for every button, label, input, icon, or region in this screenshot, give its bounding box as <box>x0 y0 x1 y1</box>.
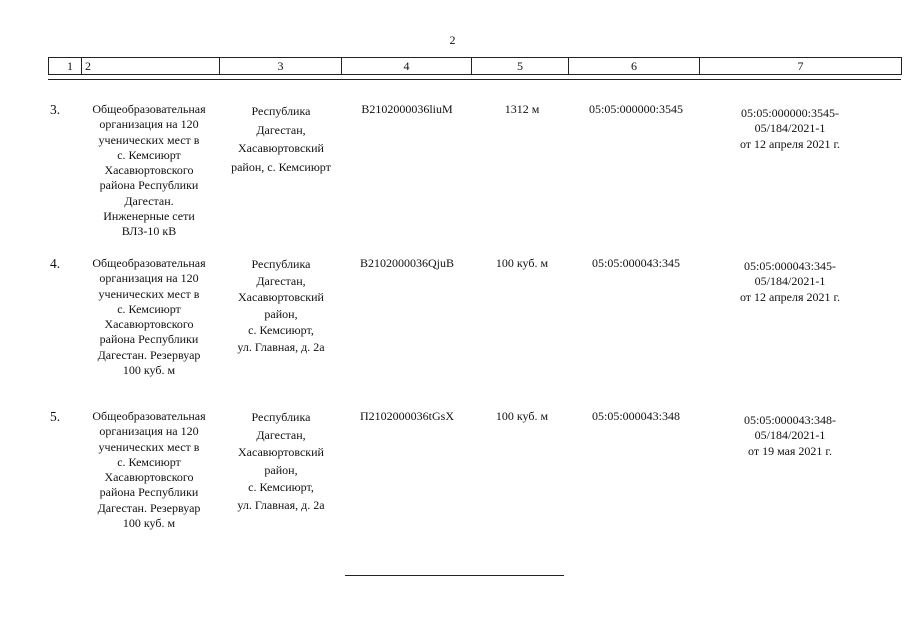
address-line: ул. Главная, д. 2а <box>237 497 325 512</box>
signature-line <box>345 575 564 576</box>
page-number: 2 <box>449 33 456 47</box>
address-line: с. Кемсиюрт, <box>248 480 314 494</box>
object-name-line: Общеобразовательная <box>92 256 206 270</box>
registration-line: 05/184/2021-1 <box>754 428 826 443</box>
object-name-line: ВЛЗ-10 кВ <box>121 224 177 239</box>
object-name-line: Дагестан. <box>124 193 174 208</box>
address-line: Дагестан, <box>256 122 306 137</box>
column-header-5: 5 <box>472 58 569 75</box>
column-header-1: 1 <box>49 58 82 75</box>
column-header-row <box>49 58 902 75</box>
address-line: район, <box>264 306 298 321</box>
registration-record <box>705 413 875 459</box>
object-name-line: района Республики <box>99 178 199 193</box>
object-name <box>80 256 218 378</box>
registration-line: 05/184/2021-1 <box>754 121 826 136</box>
object-name-line: Дагестан. Резервуар <box>97 347 201 362</box>
object-name-line: Общеобразовательная <box>92 409 206 423</box>
object-name-line: с. Кемсиюрт <box>117 301 181 316</box>
registration-record <box>705 106 875 152</box>
object-name-line: организация на 120 <box>99 424 199 439</box>
row-number: 4. <box>50 256 61 271</box>
object-name-line: организация на 120 <box>99 271 199 286</box>
object-code: П2102000036tGsX <box>359 409 454 423</box>
address-line: Республика <box>251 104 311 118</box>
column-header-4: 4 <box>342 58 472 75</box>
object-name <box>80 409 218 531</box>
column-header-7: 7 <box>700 58 902 75</box>
object-name-line: Дагестан. Резервуар <box>97 500 201 515</box>
registration-record <box>705 259 875 305</box>
registration-line: 05:05:000043:348- <box>744 413 836 427</box>
address-line: Хасавюртовский <box>238 141 324 155</box>
address-line: район, <box>264 462 298 477</box>
object-size: 100 куб. м <box>495 256 549 270</box>
object-name <box>80 102 218 240</box>
address-line: район, с. Кемсиюрт <box>231 159 331 174</box>
address-line: с. Кемсиюрт, <box>248 323 314 337</box>
object-code: В2102000036liuM <box>361 102 453 116</box>
object-name-line: ученических мест в <box>98 439 200 454</box>
address-line: Республика <box>251 257 311 271</box>
object-address <box>220 102 342 176</box>
column-header-6: 6 <box>569 58 700 75</box>
registration-line: от 12 апреля 2021 г. <box>739 136 841 151</box>
object-name-line: Хасавюртовского <box>104 163 194 178</box>
object-name-line: Хасавюртовского <box>104 317 194 332</box>
cadastral-number: 05:05:000043:345 <box>591 256 680 270</box>
registration-line: 05:05:000000:3545- <box>741 106 839 120</box>
address-line: ул. Главная, д. 2а <box>237 339 325 354</box>
object-name-line: ученических мест в <box>98 132 200 147</box>
column-header-table <box>48 57 902 75</box>
column-header-3: 3 <box>220 58 342 75</box>
object-address <box>220 256 342 355</box>
object-name-line: 100 куб. м <box>122 363 176 378</box>
object-name-line: Хасавюртовского <box>104 470 194 485</box>
address-line: Хасавюртовский <box>238 445 324 459</box>
cadastral-number: 05:05:000043:348 <box>591 409 680 423</box>
object-address <box>220 409 342 514</box>
address-line: Республика <box>251 410 311 424</box>
row-number: 3. <box>50 102 61 117</box>
row-number: 5. <box>50 409 61 424</box>
registration-line: от 12 апреля 2021 г. <box>739 289 841 304</box>
object-size: 1312 м <box>504 102 540 116</box>
address-line: Хасавюртовский <box>238 290 324 304</box>
object-name-line: ученических мест в <box>98 286 200 301</box>
object-name-line: с. Кемсиюрт <box>117 454 181 469</box>
object-name-line: района Республики <box>99 332 199 347</box>
header-underline <box>48 79 901 80</box>
object-size: 100 куб. м <box>495 409 549 423</box>
cadastral-number: 05:05:000000:3545 <box>588 102 683 116</box>
registration-line: 05:05:000043:345- <box>744 259 836 273</box>
object-code: В2102000036QjuB <box>359 256 454 270</box>
registration-line: 05/184/2021-1 <box>754 274 826 289</box>
column-header-2: 2 <box>82 58 220 75</box>
object-name-line: Общеобразовательная <box>92 102 206 116</box>
object-name-line: с. Кемсиюрт <box>117 147 181 162</box>
address-line: Дагестан, <box>256 427 306 442</box>
address-line: Дагестан, <box>256 273 306 288</box>
object-name-line: района Республики <box>99 485 199 500</box>
object-name-line: 100 куб. м <box>122 516 176 531</box>
object-name-line: организация на 120 <box>99 117 199 132</box>
object-name-line: Инженерные сети <box>103 209 195 224</box>
registration-line: от 19 мая 2021 г. <box>747 443 832 458</box>
